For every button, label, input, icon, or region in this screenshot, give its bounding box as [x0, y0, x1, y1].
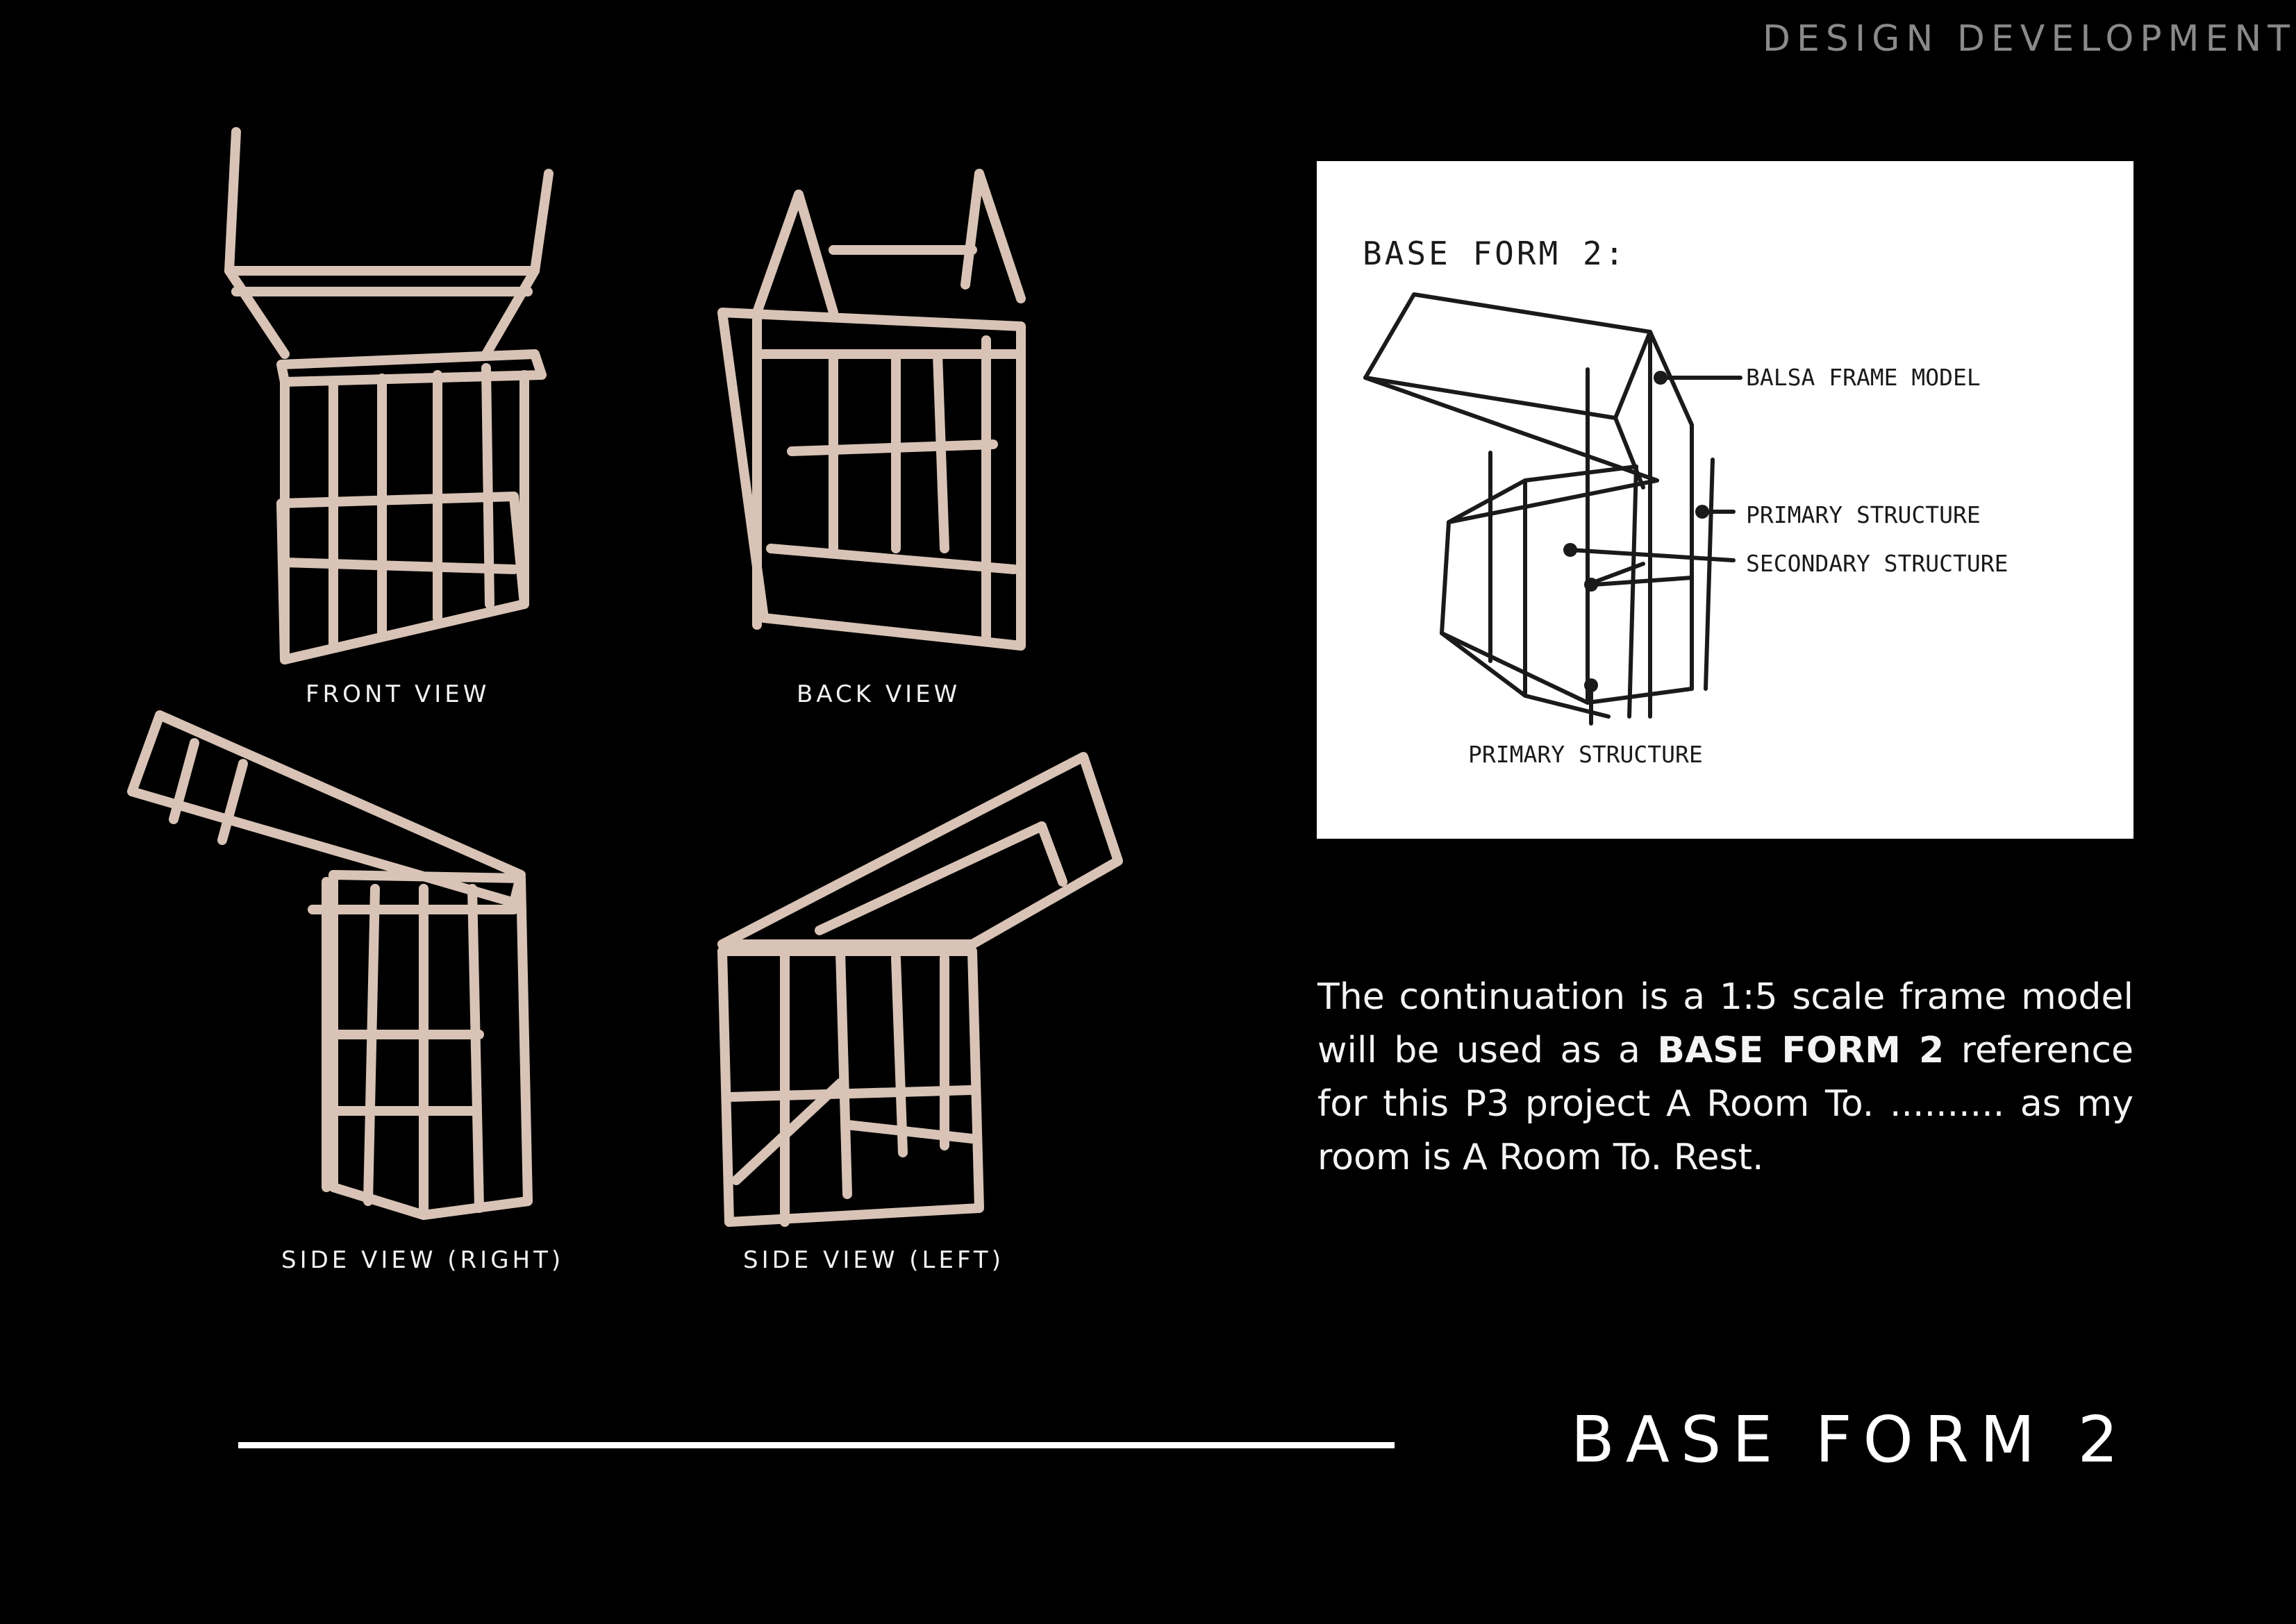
back-view-caption: BACK VIEW — [797, 680, 961, 708]
back-view-photo — [715, 160, 1042, 667]
balsa-frame-model-image — [125, 701, 556, 1236]
balsa-frame-model-image — [715, 750, 1132, 1236]
balsa-frame-model-image — [208, 118, 569, 673]
sketch-label-primary-bottom: PRIMARY STRUCTURE — [1468, 741, 1703, 768]
side-view-right-photo — [125, 701, 556, 1236]
description-paragraph — [1317, 971, 2133, 1184]
description-emphasis: BASE FORM 2 — [1657, 1030, 1945, 1071]
sketch-label-secondary: SECONDARY STRUCTURE — [1746, 550, 2008, 577]
front-view-photo — [208, 118, 569, 673]
sketch-label-balsa: BALSA FRAME MODEL — [1746, 364, 1981, 391]
sketch-panel — [1317, 161, 2133, 839]
description-text-end: reference for this P3 project A Room To. .......... as my room is A Room To. Rest. — [1317, 1030, 2133, 1178]
sketch-label-primary-top: PRIMARY STRUCTURE — [1746, 501, 1981, 528]
sketch-heading: BASE FORM 2: — [1363, 235, 1627, 272]
side-view-left-photo — [715, 750, 1132, 1236]
front-view-caption: FRONT VIEW — [306, 680, 490, 708]
title-divider-line — [238, 1442, 1395, 1448]
side-view-left-caption: SIDE VIEW (LEFT) — [743, 1246, 1004, 1274]
page-title: BASE FORM 2 — [1570, 1403, 2129, 1477]
description-text-start: The continuation is a 1:5 scale frame model will be used as a — [1317, 976, 2133, 1071]
balsa-frame-model-image — [715, 160, 1042, 667]
side-view-right-caption: SIDE VIEW (RIGHT) — [281, 1246, 565, 1274]
section-title: DESIGN DEVELOPMENT — [1762, 18, 2296, 60]
